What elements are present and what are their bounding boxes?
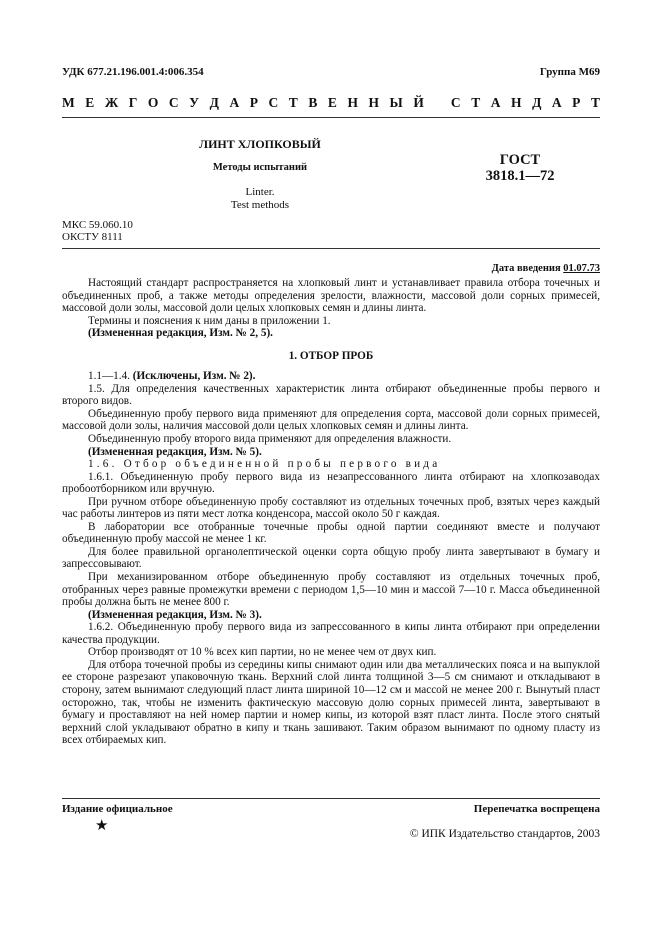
banner-letter: Т xyxy=(471,95,481,110)
banner-letter: О xyxy=(147,95,159,110)
document-title: ЛИНТ ХЛОПКОВЫЙ xyxy=(199,137,321,151)
banner-letter: Д xyxy=(209,95,219,110)
standard-banner xyxy=(62,95,600,111)
clause-1-6-1-manual: При ручном отборе объединенную пробу составляют из отдельных точечных проб, взятых через каждый час работы линтеров из пяти мест лотка конденсора, массой около 50 г каждая. xyxy=(62,495,600,521)
introduction-date-value: 01.07.73 xyxy=(563,263,600,274)
clause-1-6-1: 1.6.1. Объединенную пробу первого вида из незапрессованного линта отбирают на хлопкозаводах пробоотборником или вручную. xyxy=(62,470,600,496)
terms-paragraph: Термины и пояснения к ним даны в приложении 1. xyxy=(88,314,331,327)
reprint-prohibited: Перепечатка воспрещена xyxy=(473,803,600,815)
banner-letter xyxy=(434,95,440,111)
gost-number: 3818.1—72 xyxy=(485,168,555,184)
udc-code: УДК 677.21.196.001.4:006.354 xyxy=(62,66,204,78)
banner-letter: М xyxy=(62,95,75,110)
copyright: © ИПК Издательство стандартов, 2003 xyxy=(409,828,600,840)
banner-letter: Й xyxy=(413,95,424,110)
clause-1-5: 1.5. Для определения качественных характеристик линта отбирают объединенные пробы первого и второго видов. xyxy=(62,382,600,408)
mks-code: МКС 59.060.10 xyxy=(62,219,133,231)
official-edition: Издание официальное xyxy=(62,803,173,815)
banner-letter: Н xyxy=(347,95,358,110)
english-title-line2: Test methods xyxy=(230,199,290,211)
banner-letter: У xyxy=(189,95,200,110)
clause-1-6-1-grade: Для более правильной органолептической оценки сорта общую пробу линта завертывают в бумагу и запрессовывают. xyxy=(62,545,600,571)
document-body xyxy=(62,277,600,747)
group-code: Группа М69 xyxy=(539,66,600,78)
title-divider xyxy=(62,248,600,249)
banner-letter: Т xyxy=(288,95,298,110)
clause-1-1-number: 1.1—1.4. xyxy=(88,370,130,383)
banner-letter: Д xyxy=(532,95,542,110)
banner-letter: Г xyxy=(128,95,138,110)
banner-letter: С xyxy=(268,95,279,110)
banner-letter: А xyxy=(229,95,240,110)
okstu-code: ОКСТУ 8111 xyxy=(62,231,123,243)
clause-1-6-1-lab: В лаборатории все отобранные точечные пробы одной партии соединяют вместе и получают объединенную пробу массой не менее 1 кг. xyxy=(62,520,600,546)
banner-letter: Е xyxy=(327,95,337,110)
header-divider xyxy=(62,117,600,118)
clause-1-1 xyxy=(62,370,600,383)
banner-letter: С xyxy=(450,95,461,110)
clause-1-1-note: (Исключены, Изм. № 2). xyxy=(132,370,256,383)
banner-letter: Е xyxy=(85,95,95,110)
clause-1-6-heading: 1.6. Отбор объединенной пробы первого вида xyxy=(88,458,441,471)
banner-letter: Ж xyxy=(104,95,119,110)
amendment-note: (Измененная редакция, Изм. № 5). xyxy=(88,445,262,458)
document-subtitle: Методы испытаний xyxy=(212,162,308,173)
intro-paragraph: Настоящий стандарт распространяется на хлопковый линт и устанавливает правила отбора точечных и объединенных проб, а также методы определения зрелости, влажности, массовой доли сорных примесей, массовой доли золы, массовой доли целых хлопковых семян и длины линта. xyxy=(62,277,600,315)
clause-1-6-2: 1.6.2. Объединенную пробу первого вида из запрессованного в кипы линта отбирают при определении качества продукции. xyxy=(62,621,600,646)
banner-letter: Н xyxy=(511,95,522,110)
english-title-line1: Linter. xyxy=(245,186,275,198)
amendment-note: (Измененная редакция, Изм. № 2, 5). xyxy=(88,327,273,340)
banner-letter: Н xyxy=(368,95,379,110)
clause-1-6-2-selection: Отбор производят от 10 % всех кип партии, но не менее чем от двух кип. xyxy=(88,646,437,659)
banner-letter: В xyxy=(308,95,318,110)
star-icon: ★ xyxy=(95,818,109,834)
banner-letter: Р xyxy=(572,95,581,110)
banner-letter: А xyxy=(490,95,501,110)
banner-letter: Т xyxy=(590,95,600,110)
introduction-date-label: Дата введения xyxy=(491,263,561,274)
banner-letter: Р xyxy=(249,95,258,110)
clause-1-6-2-procedure: Для отбора точечной пробы из середины кипы снимают один или два металлических пояса и на выпуклой ее стороне разрезают упаковочную ткань. Верхний слой линта толщиной 3—5 см снимают и откладывают в сторону, затем вынимают следующий пласт линта шириной 10—12 см и массой не менее 200 г. Вынутый пласт осторожно, так, чтобы не изменить фактическую массовую долю сорных примесей линта, завертывают в бумагу и проставляют на ней номер партии и номер кипы, из которой взят пласт линта. После этого снятый верхний слой укладывают обратно в кипу и ткань зашивают. Таким образом вынимают по одному пласту из всех отбираемых кип. xyxy=(62,658,600,747)
footer-divider xyxy=(62,798,600,799)
clause-1-5-second-type: Объединенную пробу второго вида применяют для определения влажности. xyxy=(88,433,452,446)
clause-1-6-1-mechanized: При механизированном отборе объединенную пробу составляют из отдельных точечных проб, отобранных через равные промежутки времени с периодом 1,5—10 мин и массой 7—10 г. Масса объединенной пробы должна быть не менее 800 г. xyxy=(62,571,600,609)
banner-letter: С xyxy=(168,95,179,110)
banner-letter: А xyxy=(551,95,562,110)
clause-1-5-first-type: Объединенную пробу первого вида применяют для определения сорта, массовой доли сорных примесей, массовой доли золы, наличия массовой доли целых хлопковых семян и длины линта. xyxy=(62,407,600,433)
amendment-note: (Измененная редакция, Изм. № 3). xyxy=(88,608,262,621)
gost-label: ГОСТ xyxy=(499,152,541,168)
section-heading: 1. ОТБОР ПРОБ xyxy=(288,349,374,362)
introduction-date xyxy=(492,263,600,274)
banner-letter: Ы xyxy=(389,95,403,110)
